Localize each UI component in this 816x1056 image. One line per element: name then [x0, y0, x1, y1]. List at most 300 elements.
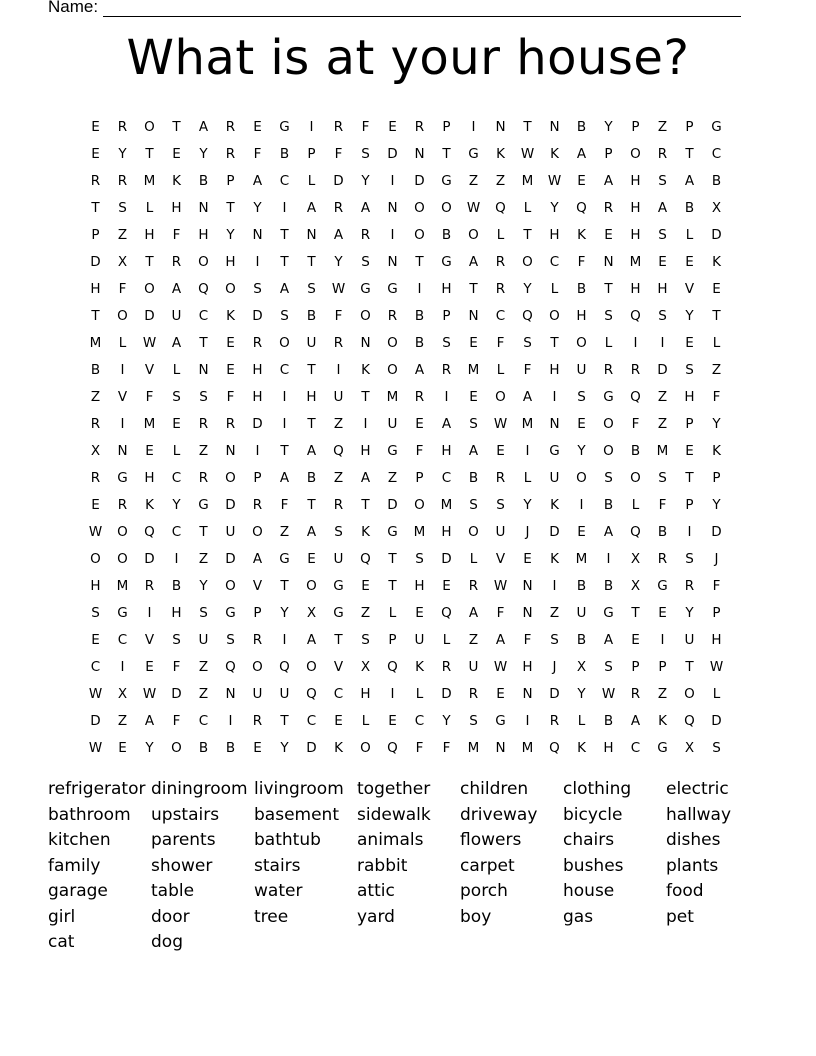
- grid-letter[interactable]: H: [549, 361, 560, 378]
- grid-letter[interactable]: I: [552, 577, 557, 594]
- grid-letter[interactable]: R: [225, 415, 236, 432]
- grid-letter[interactable]: I: [120, 658, 125, 675]
- grid-letter[interactable]: S: [334, 523, 343, 540]
- grid-letter[interactable]: P: [631, 118, 640, 135]
- grid-letter[interactable]: C: [306, 712, 317, 729]
- grid-letter[interactable]: O: [414, 226, 425, 243]
- grid-letter[interactable]: A: [279, 469, 290, 486]
- grid-letter[interactable]: E: [577, 415, 586, 432]
- grid-letter[interactable]: O: [603, 442, 614, 459]
- grid-letter[interactable]: B: [603, 496, 614, 513]
- grid-letter[interactable]: I: [444, 388, 449, 405]
- grid-letter[interactable]: C: [549, 253, 560, 270]
- grid-letter[interactable]: E: [226, 361, 235, 378]
- grid-letter[interactable]: I: [390, 685, 395, 702]
- grid-letter[interactable]: Q: [630, 523, 641, 540]
- grid-letter[interactable]: F: [226, 388, 235, 405]
- grid-letter[interactable]: M: [521, 739, 534, 756]
- grid-letter[interactable]: O: [198, 253, 209, 270]
- grid-letter[interactable]: G: [495, 712, 506, 729]
- grid-letter[interactable]: R: [495, 280, 506, 297]
- grid-letter[interactable]: Y: [523, 280, 532, 297]
- grid-letter[interactable]: G: [657, 739, 668, 756]
- grid-letter[interactable]: Y: [253, 199, 262, 216]
- grid-letter[interactable]: M: [467, 361, 480, 378]
- grid-letter[interactable]: L: [550, 280, 559, 297]
- grid-letter[interactable]: H: [360, 442, 371, 459]
- grid-letter[interactable]: N: [198, 199, 209, 216]
- grid-letter[interactable]: J: [525, 523, 530, 540]
- grid-letter[interactable]: D: [90, 712, 101, 729]
- grid-letter[interactable]: N: [198, 361, 209, 378]
- grid-letter[interactable]: H: [198, 226, 209, 243]
- grid-letter[interactable]: B: [441, 226, 452, 243]
- grid-letter[interactable]: L: [577, 712, 586, 729]
- grid-letter[interactable]: P: [631, 658, 640, 675]
- grid-letter[interactable]: Q: [441, 604, 452, 621]
- grid-letter[interactable]: B: [171, 577, 182, 594]
- grid-letter[interactable]: R: [198, 469, 209, 486]
- grid-letter[interactable]: Z: [468, 172, 479, 189]
- grid-letter[interactable]: Y: [145, 739, 154, 756]
- grid-letter[interactable]: B: [306, 307, 317, 324]
- grid-letter[interactable]: T: [307, 415, 316, 432]
- grid-letter[interactable]: U: [252, 685, 263, 702]
- grid-letter[interactable]: F: [415, 442, 424, 459]
- grid-letter[interactable]: S: [577, 388, 586, 405]
- grid-letter[interactable]: T: [91, 199, 100, 216]
- grid-letter[interactable]: I: [120, 415, 125, 432]
- grid-letter[interactable]: R: [603, 199, 614, 216]
- grid-letter[interactable]: O: [225, 577, 236, 594]
- grid-letter[interactable]: E: [334, 712, 343, 729]
- grid-letter[interactable]: Y: [280, 604, 289, 621]
- grid-letter[interactable]: T: [307, 361, 316, 378]
- grid-letter[interactable]: R: [90, 415, 101, 432]
- grid-letter[interactable]: R: [117, 496, 128, 513]
- grid-letter[interactable]: A: [576, 145, 587, 162]
- grid-letter[interactable]: G: [387, 523, 398, 540]
- grid-letter[interactable]: R: [468, 577, 479, 594]
- grid-letter[interactable]: P: [685, 496, 694, 513]
- grid-letter[interactable]: Y: [118, 145, 127, 162]
- grid-letter[interactable]: E: [253, 118, 262, 135]
- grid-letter[interactable]: P: [388, 631, 397, 648]
- grid-letter[interactable]: A: [522, 388, 533, 405]
- grid-letter[interactable]: S: [658, 172, 667, 189]
- grid-letter[interactable]: D: [549, 523, 560, 540]
- grid-letter[interactable]: L: [172, 442, 181, 459]
- grid-letter[interactable]: R: [198, 415, 209, 432]
- grid-letter[interactable]: E: [631, 631, 640, 648]
- grid-letter[interactable]: B: [657, 523, 668, 540]
- grid-letter[interactable]: T: [280, 712, 289, 729]
- grid-letter[interactable]: L: [712, 334, 721, 351]
- grid-letter[interactable]: P: [685, 118, 694, 135]
- grid-letter[interactable]: T: [712, 307, 721, 324]
- grid-letter[interactable]: N: [117, 442, 128, 459]
- grid-letter[interactable]: G: [468, 145, 479, 162]
- grid-letter[interactable]: C: [630, 739, 641, 756]
- grid-letter[interactable]: W: [547, 172, 562, 189]
- grid-letter[interactable]: B: [414, 307, 425, 324]
- grid-letter[interactable]: Q: [684, 712, 695, 729]
- grid-letter[interactable]: I: [687, 523, 692, 540]
- grid-letter[interactable]: H: [144, 469, 155, 486]
- grid-letter[interactable]: I: [525, 712, 530, 729]
- grid-letter[interactable]: O: [630, 469, 641, 486]
- grid-letter[interactable]: X: [117, 253, 128, 270]
- grid-letter[interactable]: S: [172, 388, 181, 405]
- grid-letter[interactable]: K: [496, 145, 505, 162]
- grid-letter[interactable]: H: [171, 604, 182, 621]
- grid-letter[interactable]: H: [630, 172, 641, 189]
- grid-letter[interactable]: C: [279, 172, 290, 189]
- grid-letter[interactable]: C: [171, 523, 182, 540]
- grid-letter[interactable]: T: [307, 253, 316, 270]
- grid-letter[interactable]: A: [252, 172, 263, 189]
- grid-letter[interactable]: R: [225, 145, 236, 162]
- grid-letter[interactable]: T: [280, 442, 289, 459]
- grid-letter[interactable]: M: [656, 442, 669, 459]
- grid-letter[interactable]: N: [549, 415, 560, 432]
- grid-letter[interactable]: D: [711, 712, 722, 729]
- grid-letter[interactable]: R: [414, 118, 425, 135]
- grid-letter[interactable]: Z: [117, 712, 128, 729]
- grid-letter[interactable]: S: [307, 280, 316, 297]
- grid-letter[interactable]: G: [279, 118, 290, 135]
- grid-letter[interactable]: N: [495, 118, 506, 135]
- grid-letter[interactable]: I: [255, 253, 260, 270]
- grid-letter[interactable]: T: [334, 631, 343, 648]
- grid-letter[interactable]: T: [469, 280, 478, 297]
- grid-letter[interactable]: X: [576, 658, 587, 675]
- grid-letter[interactable]: E: [685, 253, 694, 270]
- grid-letter[interactable]: S: [685, 550, 694, 567]
- grid-letter[interactable]: W: [88, 739, 103, 756]
- grid-letter[interactable]: V: [144, 361, 155, 378]
- grid-letter[interactable]: O: [360, 739, 371, 756]
- grid-letter[interactable]: S: [496, 496, 505, 513]
- grid-letter[interactable]: M: [143, 172, 156, 189]
- grid-letter[interactable]: D: [441, 685, 452, 702]
- grid-letter[interactable]: E: [604, 226, 613, 243]
- grid-letter[interactable]: A: [657, 199, 668, 216]
- grid-letter[interactable]: F: [172, 226, 181, 243]
- grid-letter[interactable]: C: [198, 712, 209, 729]
- grid-letter[interactable]: P: [442, 307, 451, 324]
- grid-letter[interactable]: A: [306, 442, 317, 459]
- grid-letter[interactable]: T: [685, 469, 694, 486]
- grid-letter[interactable]: A: [306, 631, 317, 648]
- grid-letter[interactable]: C: [711, 145, 722, 162]
- grid-letter[interactable]: S: [604, 307, 613, 324]
- grid-letter[interactable]: Z: [657, 388, 668, 405]
- grid-letter[interactable]: D: [171, 685, 182, 702]
- grid-letter[interactable]: O: [225, 469, 236, 486]
- grid-letter[interactable]: Y: [577, 685, 586, 702]
- grid-letter[interactable]: W: [88, 523, 103, 540]
- grid-letter[interactable]: I: [579, 496, 584, 513]
- grid-letter[interactable]: T: [685, 145, 694, 162]
- grid-letter[interactable]: V: [684, 280, 695, 297]
- grid-letter[interactable]: N: [225, 442, 236, 459]
- grid-letter[interactable]: M: [440, 496, 453, 513]
- grid-letter[interactable]: D: [252, 415, 263, 432]
- grid-letter[interactable]: A: [468, 253, 479, 270]
- grid-letter[interactable]: F: [118, 280, 127, 297]
- grid-letter[interactable]: Z: [657, 118, 668, 135]
- grid-letter[interactable]: S: [550, 631, 559, 648]
- grid-letter[interactable]: S: [361, 145, 370, 162]
- grid-letter[interactable]: Q: [333, 442, 344, 459]
- grid-letter[interactable]: R: [657, 145, 668, 162]
- grid-letter[interactable]: I: [255, 442, 260, 459]
- grid-letter[interactable]: F: [334, 145, 343, 162]
- grid-letter[interactable]: M: [575, 550, 588, 567]
- grid-letter[interactable]: E: [91, 145, 100, 162]
- grid-letter[interactable]: I: [417, 280, 422, 297]
- grid-letter[interactable]: T: [361, 496, 370, 513]
- grid-letter[interactable]: O: [117, 550, 128, 567]
- grid-letter[interactable]: M: [629, 253, 642, 270]
- grid-letter[interactable]: U: [171, 307, 182, 324]
- grid-letter[interactable]: T: [631, 604, 640, 621]
- grid-letter[interactable]: U: [225, 523, 236, 540]
- grid-letter[interactable]: L: [442, 631, 451, 648]
- grid-letter[interactable]: T: [145, 253, 154, 270]
- grid-letter[interactable]: E: [469, 388, 478, 405]
- grid-letter[interactable]: B: [576, 577, 587, 594]
- grid-letter[interactable]: L: [361, 712, 370, 729]
- grid-letter[interactable]: I: [336, 361, 341, 378]
- grid-letter[interactable]: K: [658, 712, 667, 729]
- grid-letter[interactable]: H: [576, 307, 587, 324]
- grid-letter[interactable]: A: [171, 334, 182, 351]
- grid-letter[interactable]: D: [711, 226, 722, 243]
- grid-letter[interactable]: F: [334, 307, 343, 324]
- grid-letter[interactable]: W: [331, 280, 346, 297]
- grid-letter[interactable]: Y: [685, 307, 694, 324]
- grid-letter[interactable]: W: [709, 658, 724, 675]
- grid-letter[interactable]: M: [89, 334, 102, 351]
- grid-letter[interactable]: L: [145, 199, 154, 216]
- grid-letter[interactable]: R: [441, 658, 452, 675]
- grid-letter[interactable]: R: [414, 388, 425, 405]
- grid-letter[interactable]: T: [604, 280, 613, 297]
- grid-letter[interactable]: A: [441, 415, 452, 432]
- grid-letter[interactable]: E: [415, 604, 424, 621]
- grid-letter[interactable]: R: [360, 226, 371, 243]
- grid-letter[interactable]: G: [117, 604, 128, 621]
- grid-letter[interactable]: Y: [604, 118, 613, 135]
- grid-letter[interactable]: P: [712, 604, 721, 621]
- grid-letter[interactable]: D: [225, 550, 236, 567]
- grid-letter[interactable]: Z: [333, 415, 344, 432]
- grid-letter[interactable]: O: [117, 523, 128, 540]
- grid-letter[interactable]: F: [577, 253, 586, 270]
- grid-letter[interactable]: D: [441, 550, 452, 567]
- grid-letter[interactable]: D: [306, 739, 317, 756]
- grid-letter[interactable]: C: [171, 469, 182, 486]
- grid-letter[interactable]: I: [120, 361, 125, 378]
- grid-letter[interactable]: W: [142, 685, 157, 702]
- grid-letter[interactable]: I: [390, 172, 395, 189]
- grid-letter[interactable]: R: [468, 685, 479, 702]
- grid-letter[interactable]: A: [468, 604, 479, 621]
- grid-letter[interactable]: E: [658, 253, 667, 270]
- grid-letter[interactable]: E: [577, 523, 586, 540]
- grid-letter[interactable]: R: [90, 469, 101, 486]
- grid-letter[interactable]: H: [225, 253, 236, 270]
- grid-letter[interactable]: H: [630, 199, 641, 216]
- grid-letter[interactable]: E: [226, 334, 235, 351]
- grid-letter[interactable]: E: [145, 658, 154, 675]
- grid-letter[interactable]: C: [279, 361, 290, 378]
- grid-letter[interactable]: R: [252, 496, 263, 513]
- grid-letter[interactable]: K: [361, 361, 370, 378]
- grid-letter[interactable]: O: [171, 739, 182, 756]
- grid-letter[interactable]: X: [360, 658, 371, 675]
- grid-letter[interactable]: U: [576, 361, 587, 378]
- grid-letter[interactable]: O: [576, 334, 587, 351]
- grid-letter[interactable]: T: [442, 145, 451, 162]
- grid-letter[interactable]: H: [549, 226, 560, 243]
- grid-letter[interactable]: T: [415, 253, 424, 270]
- grid-letter[interactable]: P: [442, 118, 451, 135]
- grid-letter[interactable]: F: [172, 712, 181, 729]
- grid-letter[interactable]: D: [414, 172, 425, 189]
- grid-letter[interactable]: J: [552, 658, 557, 675]
- grid-letter[interactable]: E: [577, 172, 586, 189]
- grid-letter[interactable]: P: [658, 658, 667, 675]
- grid-letter[interactable]: D: [711, 523, 722, 540]
- grid-letter[interactable]: S: [712, 739, 721, 756]
- grid-letter[interactable]: T: [523, 226, 532, 243]
- grid-letter[interactable]: K: [334, 739, 343, 756]
- grid-letter[interactable]: R: [252, 334, 263, 351]
- grid-letter[interactable]: M: [116, 577, 129, 594]
- grid-letter[interactable]: L: [685, 226, 694, 243]
- grid-letter[interactable]: S: [658, 307, 667, 324]
- grid-letter[interactable]: L: [523, 199, 532, 216]
- grid-letter[interactable]: O: [225, 280, 236, 297]
- grid-letter[interactable]: K: [550, 496, 559, 513]
- grid-letter[interactable]: R: [225, 118, 236, 135]
- grid-letter[interactable]: H: [630, 226, 641, 243]
- grid-letter[interactable]: G: [279, 550, 290, 567]
- grid-letter[interactable]: E: [685, 442, 694, 459]
- grid-letter[interactable]: A: [468, 442, 479, 459]
- grid-letter[interactable]: S: [172, 631, 181, 648]
- grid-letter[interactable]: T: [307, 496, 316, 513]
- grid-letter[interactable]: E: [172, 415, 181, 432]
- grid-letter[interactable]: X: [630, 577, 641, 594]
- grid-letter[interactable]: L: [712, 685, 721, 702]
- grid-letter[interactable]: S: [604, 469, 613, 486]
- grid-letter[interactable]: F: [523, 631, 532, 648]
- grid-letter[interactable]: B: [711, 172, 722, 189]
- grid-letter[interactable]: U: [495, 523, 506, 540]
- grid-letter[interactable]: S: [604, 658, 613, 675]
- grid-letter[interactable]: D: [657, 361, 668, 378]
- grid-letter[interactable]: A: [414, 361, 425, 378]
- grid-letter[interactable]: G: [711, 118, 722, 135]
- grid-letter[interactable]: A: [279, 280, 290, 297]
- grid-letter[interactable]: S: [685, 361, 694, 378]
- grid-letter[interactable]: V: [117, 388, 128, 405]
- grid-letter[interactable]: U: [198, 631, 209, 648]
- grid-letter[interactable]: X: [117, 685, 128, 702]
- grid-letter[interactable]: K: [226, 307, 235, 324]
- grid-letter[interactable]: E: [685, 334, 694, 351]
- grid-letter[interactable]: D: [144, 307, 155, 324]
- grid-letter[interactable]: F: [172, 658, 181, 675]
- grid-letter[interactable]: A: [603, 631, 614, 648]
- grid-letter[interactable]: Z: [198, 442, 209, 459]
- grid-letter[interactable]: D: [144, 550, 155, 567]
- grid-letter[interactable]: R: [441, 361, 452, 378]
- grid-letter[interactable]: F: [658, 496, 667, 513]
- grid-letter[interactable]: T: [280, 577, 289, 594]
- grid-letter[interactable]: Q: [279, 658, 290, 675]
- grid-letter[interactable]: G: [333, 604, 344, 621]
- grid-letter[interactable]: P: [604, 145, 613, 162]
- grid-letter[interactable]: O: [90, 550, 101, 567]
- grid-letter[interactable]: P: [253, 604, 262, 621]
- grid-letter[interactable]: W: [142, 334, 157, 351]
- grid-letter[interactable]: A: [360, 469, 371, 486]
- grid-letter[interactable]: E: [118, 739, 127, 756]
- grid-letter[interactable]: T: [145, 145, 154, 162]
- grid-letter[interactable]: N: [225, 685, 236, 702]
- grid-letter[interactable]: Z: [198, 685, 209, 702]
- grid-letter[interactable]: B: [468, 469, 479, 486]
- grid-letter[interactable]: W: [88, 685, 103, 702]
- grid-letter[interactable]: X: [306, 604, 317, 621]
- grid-letter[interactable]: W: [601, 685, 616, 702]
- grid-letter[interactable]: O: [414, 199, 425, 216]
- grid-letter[interactable]: T: [199, 523, 208, 540]
- grid-letter[interactable]: Y: [523, 496, 532, 513]
- grid-letter[interactable]: C: [117, 631, 128, 648]
- grid-letter[interactable]: U: [306, 334, 317, 351]
- grid-letter[interactable]: N: [252, 226, 263, 243]
- grid-letter[interactable]: R: [684, 577, 695, 594]
- grid-letter[interactable]: H: [90, 280, 101, 297]
- grid-letter[interactable]: A: [603, 523, 614, 540]
- grid-letter[interactable]: T: [523, 118, 532, 135]
- grid-letter[interactable]: Z: [495, 172, 506, 189]
- grid-letter[interactable]: Z: [198, 658, 209, 675]
- grid-letter[interactable]: K: [577, 739, 586, 756]
- grid-letter[interactable]: H: [144, 226, 155, 243]
- grid-letter[interactable]: O: [144, 118, 155, 135]
- grid-letter[interactable]: E: [712, 280, 721, 297]
- grid-letter[interactable]: M: [413, 523, 426, 540]
- grid-letter[interactable]: N: [522, 577, 533, 594]
- grid-letter[interactable]: Y: [442, 712, 451, 729]
- grid-letter[interactable]: C: [495, 307, 506, 324]
- grid-letter[interactable]: Q: [387, 739, 398, 756]
- grid-letter[interactable]: R: [333, 199, 344, 216]
- grid-letter[interactable]: Q: [630, 388, 641, 405]
- grid-letter[interactable]: S: [199, 604, 208, 621]
- grid-letter[interactable]: H: [684, 388, 695, 405]
- grid-letter[interactable]: Y: [280, 739, 289, 756]
- grid-letter[interactable]: I: [282, 388, 287, 405]
- grid-letter[interactable]: X: [684, 739, 695, 756]
